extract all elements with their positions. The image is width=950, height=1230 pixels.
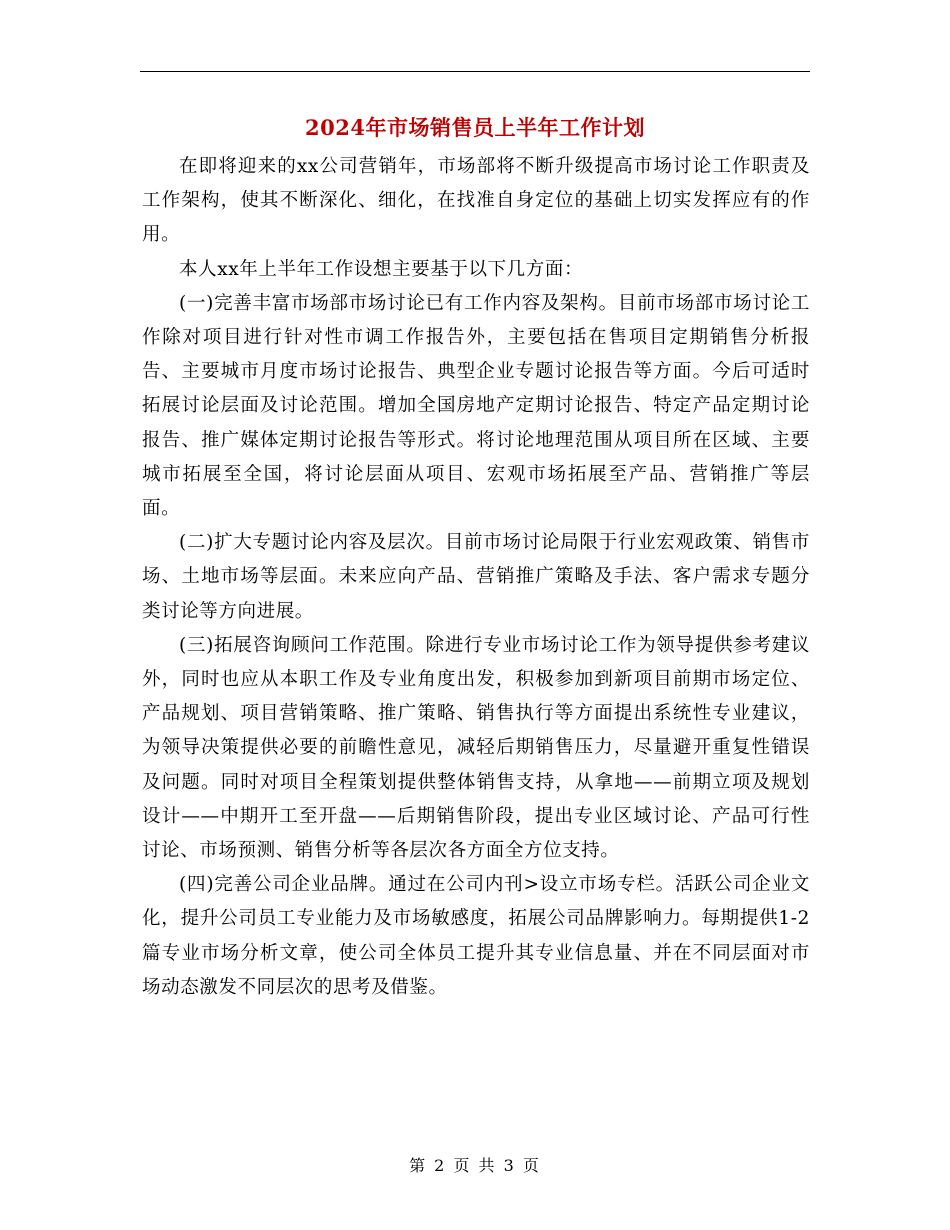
- section-3-paragraph: (三)拓展咨询顾问工作范围。除进行专业市场讨论工作为领导提供参考建议外，同时也应从本职工作及专业角度出发，积极参加到新项目前期市场定位、产品规划、项目营销策略、推广策略、销售执行等方面提出系统性专业建议，为领导决策提供必要的前瞻性意见，减轻后期销售压力，尽量避开重复性错误及问题。同时对项目全程策划提供整体销售支持，从拿地——前期立项及规划设计——中期开工至开盘——后期销售阶段，提出专业区域讨论、产品可行性讨论、市场预测、销售分析等各层次各方面全方位支持。: [142, 634, 810, 862]
- document-body: [142, 150, 810, 1005]
- section-1-paragraph: (一)完善丰富市场部市场讨论已有工作内容及架构。目前市场部市场讨论工作除对项目进行针对性市调工作报告外，主要包括在售项目定期销售分析报告、主要城市月度市场讨论报告、典型企业专题讨论报告等方面。今后可适时拓展讨论层面及讨论范围。增加全国房地产定期讨论报告、特定产品定期讨论报告、推广媒体定期讨论报告等形式。将讨论地理范围从项目所在区域、主要城市拓展至全国，将讨论层面从项目、宏观市场拓展至产品、营销推广等层面。: [142, 292, 810, 520]
- page-number-footer: 第 2 页 共 3 页: [409, 1156, 541, 1175]
- section-4-paragraph: (四)完善公司企业品牌。通过在公司内刊>设立市场专栏。活跃公司企业文化，提升公司员工专业能力及市场敏感度，拓展公司品牌影响力。每期提供1-2篇专业市场分析文章，使公司全体员工提升其专业信息量、并在不同层面对市场动态激发不同层次的思考及借鉴。: [142, 874, 810, 998]
- intro-paragraph: 在即将迎来的xx公司营销年，市场部将不断升级提高市场讨论工作职责及工作架构，使其不断深化、细化，在找准自身定位的基础上切实发挥应有的作用。: [142, 156, 810, 246]
- section-2-paragraph: (二)扩大专题讨论内容及层次。目前市场讨论局限于行业宏观政策、销售市场、土地市场等层面。未来应向产品、营销推广策略及手法、客户需求专题分类讨论等方向进展。: [142, 532, 810, 622]
- plan-lead-paragraph: 本人xx年上半年工作设想主要基于以下几方面：: [179, 258, 584, 280]
- document-title: 2024年市场销售员上半年工作计划: [305, 115, 645, 140]
- header-rule: [140, 71, 810, 72]
